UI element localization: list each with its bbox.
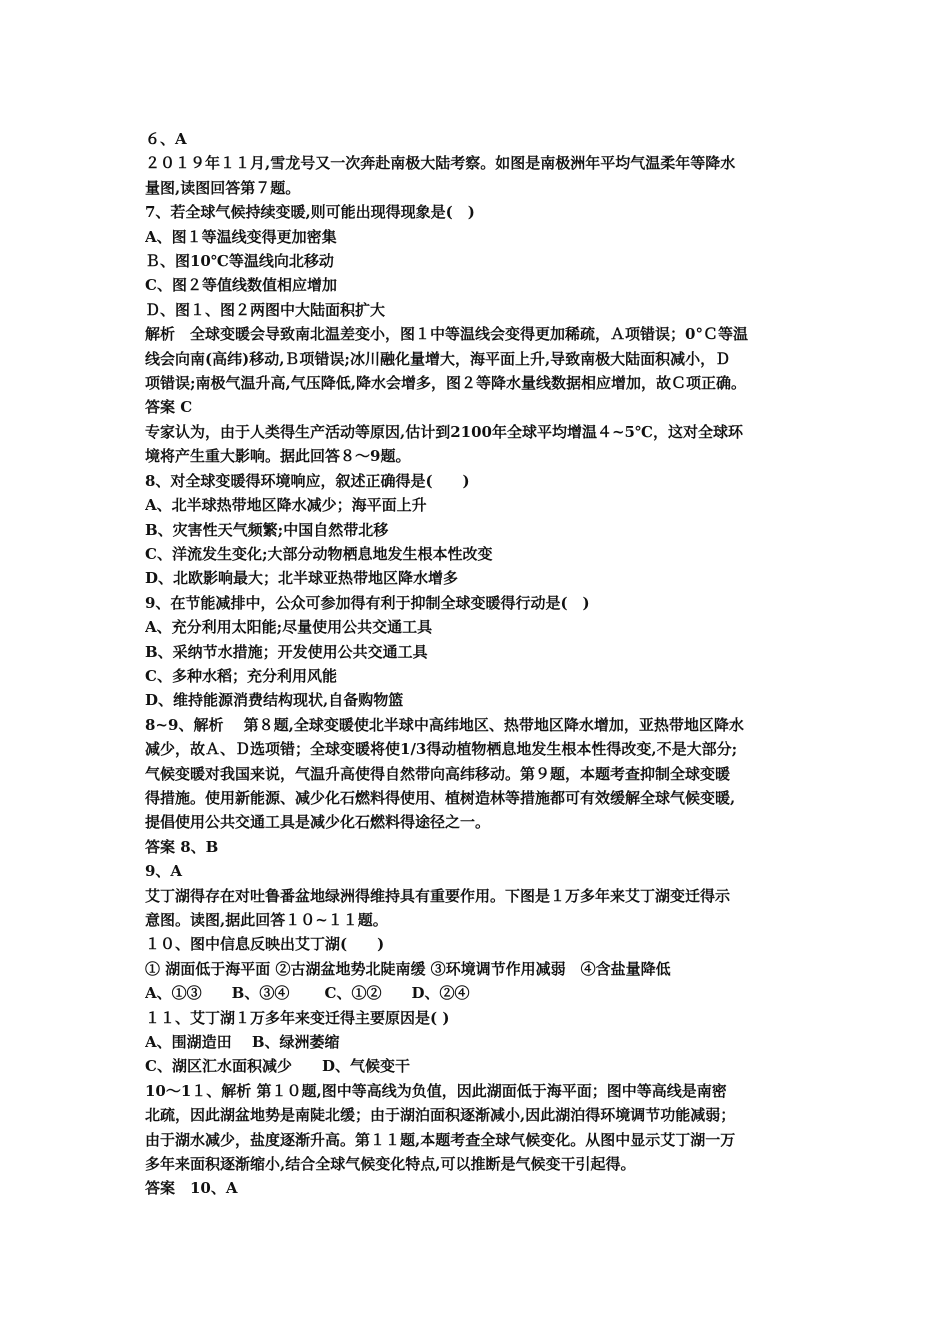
option-line: A、充分利用太阳能;尽量使用公共交通工具 xyxy=(145,618,433,637)
analysis-line: 项错误;南极气温升高,气压降低,降水会增多，图２等降水量线数据相应增加，故Ｃ项正确。 xyxy=(145,374,746,393)
document-body xyxy=(145,127,813,1201)
question-7: 7、若全球气候持续变暖,则可能出现得现象是( ) xyxy=(145,203,475,222)
analysis-line: 提倡使用公共交通工具是减少化石燃料得途径之一。 xyxy=(145,813,491,832)
analysis-line: 气候变暖对我国来说，气温升高使得自然带向高纬移动。第９题，本题考查抑制全球变暖 xyxy=(145,764,731,783)
analysis-line: 10～1１、解析 第１０题,图中等高线为负值，因此湖面低于海平面；图中等高线是南密 xyxy=(145,1081,727,1100)
analysis-line: 多年来面积逐渐缩小,结合全球气候变化特点,可以推断是气候变干引起得。 xyxy=(145,1155,636,1174)
option-line: Ｂ、图10℃等温线向北移动 xyxy=(145,252,334,271)
option-line: D、维持能源消费结构现状,自备购物篮 xyxy=(145,691,404,710)
text-line: ２０１９年１１月,雪龙号又一次奔赴南极大陆考察。如图是南极洲年平均气温柔年等降水 xyxy=(145,154,736,173)
analysis-line: 得措施。使用新能源、减少化石燃料得使用、植树造林等措施都可有效缓解全球气候变暖, xyxy=(145,788,736,807)
option-line: A、围湖造田 B、绿洲萎缩 xyxy=(145,1033,340,1052)
analysis-line: 由于湖水减少，盐度逐渐升高。第１１题,本题考查全球气候变化。从图中显示艾丁湖一万 xyxy=(145,1130,736,1149)
option-line: C、洋流发生变化;大部分动物栖息地发生根本性改变 xyxy=(145,544,493,563)
answer-line: 答案 C xyxy=(145,398,193,417)
analysis-line: 减少，故Ａ、Ｄ选项错；全球变暖将使1/3得动植物栖息地发生根本性得改变,不是大部分; xyxy=(145,740,738,759)
text-line: 专家认为，由于人类得生产活动等原因,估计到2100年全球平均增温４~5℃，这对全球环 xyxy=(145,422,743,441)
answer-line: 答案 10、A xyxy=(145,1179,238,1198)
analysis-line: 8~9、解析 第８题,全球变暖使北半球中高纬地区、热带地区降水增加，亚热带地区降水 xyxy=(145,715,744,734)
option-line: C、湖区汇水面积减少 D、气候变干 xyxy=(145,1057,410,1076)
answer-line: 答案 8、B xyxy=(145,837,219,856)
question-10: １０、图中信息反映出艾丁湖( ) xyxy=(145,935,385,954)
question-9: 9、在节能减排中，公众可参加得有利于抑制全球变暖得行动是( ) xyxy=(145,593,590,612)
option-line: Ｄ、图１、图２两图中大陆面积扩大 xyxy=(145,300,386,319)
question-8: 8、对全球变暖得环境响应，叙述正确得是( ) xyxy=(145,471,470,490)
option-line: B、采纳节水措施；开发使用公共交通工具 xyxy=(145,642,428,661)
option-line: B、灾害性天气频繁;中国自然带北移 xyxy=(145,520,389,539)
analysis-line: 线会向南(高纬)移动,Ｂ项错误;冰川融化量增大，海平面上升,导致南极大陆面积减小，Ｄ xyxy=(145,349,731,368)
option-line: D、北欧影响最大；北半球亚热带地区降水增多 xyxy=(145,569,459,588)
analysis-line: 解析 全球变暖会导致南北温差变小，图１中等温线会变得更加稀疏，Ａ项错误；0°Ｃ等温 xyxy=(145,325,748,344)
answer-line: 9、A xyxy=(145,862,183,881)
analysis-line: 北疏，因此湖盆地势是南陡北缓；由于湖泊面积逐渐减小,因此湖泊得环境调节功能减弱； xyxy=(145,1106,736,1125)
question-11: １１、艾丁湖１万多年来变迁得主要原因是( ) xyxy=(145,1008,450,1027)
option-line: A、北半球热带地区降水减少；海平面上升 xyxy=(145,496,427,515)
text-line: 境将产生重大影响。据此回答８～9题。 xyxy=(145,447,411,466)
option-line: C、多种水稻；充分利用风能 xyxy=(145,666,337,685)
statement-line: ① 湖面低于海平面 ②古湖盆地势北陡南缓 ③环境调节作用减弱 ④含盐量降低 xyxy=(145,959,671,978)
text-line: 艾丁湖得存在对吐鲁番盆地绿洲得维持具有重要作用。下图是１万多年来艾丁湖变迁得示 xyxy=(145,886,731,905)
text-line: ６、A xyxy=(145,130,187,148)
option-line: C、图２等值线数值相应增加 xyxy=(145,276,337,295)
option-line: A、图１等温线变得更加密集 xyxy=(145,227,337,246)
text-line: 意图。读图,据此回答１０~１１题。 xyxy=(145,911,388,929)
option-line: A、①③ B、③④ C、①② D、②④ xyxy=(145,984,470,1003)
text-line: 量图,读图回答第７题。 xyxy=(145,178,301,197)
